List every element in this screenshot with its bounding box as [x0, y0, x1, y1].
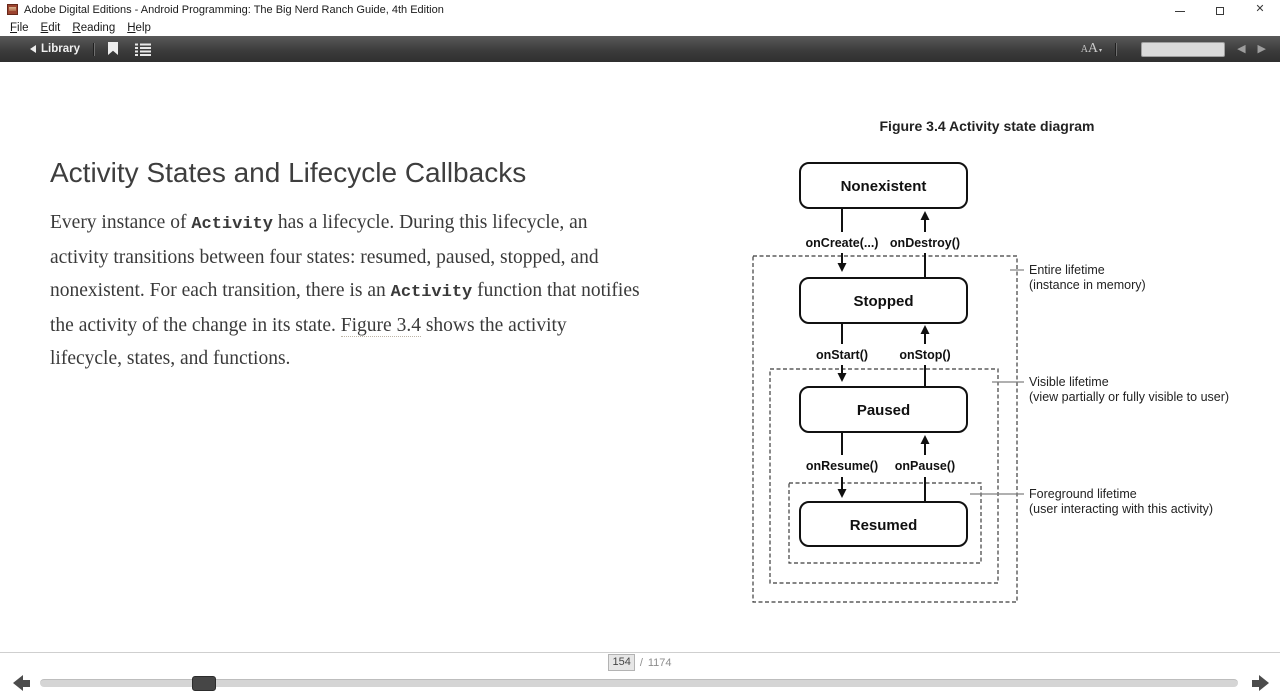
activity-state-diagram	[740, 110, 1240, 620]
foreground-lifetime-sublabel: (user interacting with this activity)	[1029, 502, 1214, 516]
state-label-nonexistent: Nonexistent	[840, 178, 927, 195]
visible-lifetime-sublabel: (view partially or fully visible to user)	[1029, 390, 1230, 404]
text-size-icon: A	[1080, 44, 1088, 55]
callback-onstart: onStart()	[815, 348, 869, 362]
minimize-icon	[1175, 11, 1185, 12]
text-size-button[interactable]	[1081, 41, 1102, 57]
forward-arrow-icon	[1259, 675, 1269, 691]
entire-lifetime-sublabel: (instance in memory)	[1029, 278, 1146, 292]
figure-reference-link[interactable]: Figure 3.4	[340, 315, 421, 336]
menu-bar	[0, 19, 1280, 36]
next-page-icon[interactable]: ▶	[1257, 42, 1266, 55]
close-button[interactable]	[1240, 0, 1280, 19]
callback-ondestroy: onDestroy()	[889, 236, 961, 250]
app-icon	[7, 4, 18, 15]
toolbar-divider	[93, 43, 94, 56]
toolbar-right-group	[1081, 36, 1266, 62]
back-arrow-icon	[13, 675, 23, 691]
state-label-paused: Paused	[856, 402, 911, 419]
menu-file[interactable]: File	[10, 21, 29, 34]
state-label-resumed: Resumed	[849, 517, 918, 534]
restore-icon	[1216, 7, 1224, 15]
window-controls	[1160, 0, 1280, 19]
text-size-icon-large: A	[1087, 41, 1099, 56]
previous-page-button[interactable]	[13, 675, 30, 691]
page-separator: /	[639, 656, 643, 669]
state-label-stopped: Stopped	[853, 293, 914, 310]
menu-edit[interactable]: Edit	[40, 21, 61, 34]
figure-caption: Figure 3.4 Activity state diagram	[879, 118, 1095, 134]
code-inline: Activity	[191, 215, 273, 234]
page-number-input[interactable]: 154	[608, 654, 634, 671]
page-indicator	[0, 653, 1280, 672]
paragraph-run: Every instance of	[50, 212, 192, 233]
close-icon: ✕	[1255, 3, 1265, 15]
toolbar-divider	[1115, 43, 1116, 56]
figure-3-4	[740, 110, 1240, 620]
restore-button[interactable]	[1200, 0, 1240, 19]
list-icon	[135, 43, 151, 56]
entire-lifetime-label: Entire lifetime	[1029, 263, 1105, 277]
paragraph-run: shows the activity lifecycle, states, and functions.	[50, 315, 567, 369]
bottom-navigation-bar	[0, 652, 1280, 694]
bookmark-button[interactable]	[107, 42, 119, 56]
back-arrow-bar	[23, 680, 30, 687]
body-paragraph	[50, 206, 640, 375]
library-button[interactable]	[30, 43, 80, 55]
menu-help[interactable]: Help	[127, 21, 151, 34]
toolbar	[0, 36, 1280, 62]
bookmark-icon	[107, 42, 119, 56]
callback-onresume: onResume()	[805, 459, 879, 473]
paragraph-run: function that notifies the activity of the change in its state.	[50, 280, 640, 336]
search-input[interactable]	[1141, 42, 1225, 57]
callback-onstop: onStop()	[899, 348, 951, 362]
page-slider-row	[0, 672, 1280, 695]
reading-pane	[0, 62, 1280, 652]
page-slider-track[interactable]	[40, 679, 1238, 687]
table-of-contents-button[interactable]	[135, 43, 151, 56]
library-button-label: Library	[41, 43, 80, 55]
forward-arrow-bar	[1252, 680, 1259, 687]
caret-down-icon: ▾	[1099, 48, 1103, 54]
paragraph-run: has a lifecycle. During this lifecycle, an activity transitions between four states: resumed, paused, stopped, and nonexistent. For each transition, there is an	[50, 212, 599, 301]
window-title: Adobe Digital Editions - Android Programming: The Big Nerd Ranch Guide, 4th Edition	[24, 3, 444, 16]
visible-lifetime-label: Visible lifetime	[1029, 375, 1109, 389]
code-inline: Activity	[390, 283, 473, 302]
back-triangle-icon	[30, 45, 36, 53]
section-heading: Activity States and Lifecycle Callbacks	[50, 157, 527, 188]
minimize-button[interactable]	[1160, 0, 1200, 19]
page-slider-handle[interactable]	[192, 676, 216, 691]
foreground-lifetime-label: Foreground lifetime	[1029, 487, 1137, 501]
callback-oncreate: onCreate(...)	[805, 236, 879, 250]
next-page-button[interactable]	[1252, 675, 1269, 691]
menu-reading[interactable]: Reading	[72, 21, 116, 34]
previous-page-icon[interactable]: ◀	[1237, 42, 1246, 55]
text-column	[50, 157, 640, 375]
page-total: 1174	[647, 656, 672, 669]
callback-onpause: onPause()	[894, 459, 956, 473]
title-bar	[0, 0, 1280, 19]
lifetime-connectors	[970, 270, 1024, 494]
